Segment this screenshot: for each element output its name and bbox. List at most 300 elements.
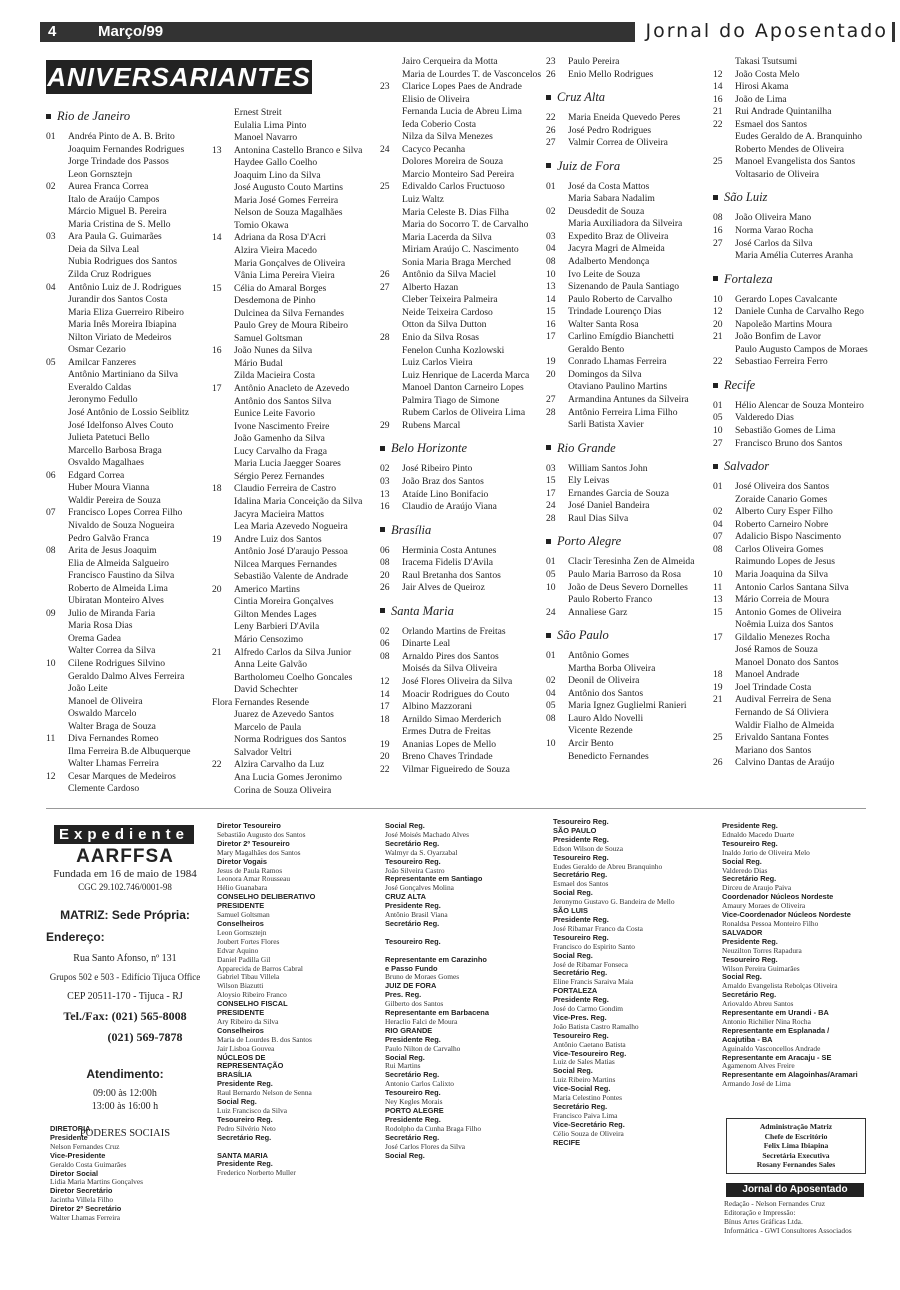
birthday-entry bbox=[212, 308, 380, 321]
birthday-name: Jairo Cerqueira da Motta bbox=[402, 56, 498, 67]
birthday-name: Marcello Barbosa Braga bbox=[68, 444, 162, 456]
birthday-day bbox=[713, 250, 735, 263]
birthday-name: Martha Borba Oliveira bbox=[568, 662, 656, 674]
birthday-name: Nilcea Marques Fernandes bbox=[234, 558, 337, 570]
birthday-entry bbox=[546, 556, 706, 569]
staff-name: Pedro Silvério Neto bbox=[217, 1123, 276, 1133]
birthday-name: Márcio Miguel B. Pereira bbox=[68, 206, 167, 218]
birthday-name: Joel Trindade Costa bbox=[735, 681, 812, 693]
birthday-day bbox=[546, 419, 568, 432]
birthday-entry bbox=[713, 720, 873, 733]
staff-role: Vice-Coordenador Núcleos Nordeste bbox=[722, 910, 851, 920]
birthday-name: Italo de Araújo Campos bbox=[68, 193, 160, 205]
staff-name: Eline Francis Saraiva Maia bbox=[553, 977, 634, 987]
birthday-name: Dinarte Leal bbox=[402, 638, 451, 650]
birthday-day bbox=[380, 56, 402, 69]
birthday-day: 15 bbox=[212, 282, 222, 294]
birthday-entry bbox=[380, 81, 545, 94]
birthday-day: 10 bbox=[713, 293, 723, 305]
birthday-name: Oswaldo Marcelo bbox=[68, 708, 137, 720]
birthday-day: 04 bbox=[46, 281, 56, 293]
birthday-name: Eulalia Lima Pinto bbox=[234, 119, 307, 131]
staff-role: CONSELHO FISCAL bbox=[217, 999, 288, 1009]
birthday-day: 03 bbox=[546, 230, 556, 242]
birthday-entry bbox=[46, 470, 208, 483]
staff-role: Secretário Reg. bbox=[553, 1102, 608, 1111]
birthday-name: Otton da Silva Dutton bbox=[402, 319, 487, 331]
birthday-name: Esmael dos Santos bbox=[735, 118, 807, 130]
birthday-name: Cintia Moreira Gonçalves bbox=[234, 596, 334, 608]
staff-column-2 bbox=[217, 822, 315, 1178]
birthday-entry bbox=[212, 458, 380, 471]
birthday-name: Lauro Aldo Novelli bbox=[568, 712, 644, 724]
birthday-name: Hirosi Akama bbox=[735, 81, 789, 93]
birthday-day: 08 bbox=[546, 712, 556, 724]
staff-role: JUIZ DE FORA bbox=[385, 981, 437, 991]
birthday-day bbox=[713, 644, 735, 657]
birthday-name: Rubem Carlos de Oliveira Lima bbox=[402, 407, 526, 419]
birthday-day bbox=[212, 734, 234, 747]
birthday-entry bbox=[212, 107, 380, 120]
birthday-name: Salvador Veltri bbox=[234, 746, 292, 758]
birthday-entry bbox=[212, 170, 380, 183]
staff-role: Diretor Vogais bbox=[217, 856, 267, 866]
birthday-name: Rubens Marcal bbox=[402, 419, 461, 431]
birthday-name: Marcio Monteiro Sad Pereira bbox=[402, 168, 515, 180]
staff-role: SÃO PAULO bbox=[553, 825, 597, 835]
birthday-entry bbox=[713, 519, 873, 532]
birthday-name: João de Lima bbox=[735, 93, 787, 105]
birthday-day bbox=[212, 107, 234, 120]
birthday-day: 15 bbox=[713, 606, 723, 618]
birthday-name: Maria do Socorro T. de Carvalho bbox=[402, 219, 529, 231]
birthday-entry bbox=[380, 382, 545, 395]
staff-role: Representante em Alagoinhas/Aramari bbox=[722, 1070, 858, 1080]
birthday-name: Enio da Silva Rosas bbox=[402, 332, 480, 344]
birthday-entry bbox=[212, 571, 380, 584]
birthday-day bbox=[380, 207, 402, 220]
staff-name: Walter Lhamas Ferreira bbox=[50, 1213, 120, 1223]
birthday-day bbox=[46, 344, 68, 357]
birthday-day: 22 bbox=[713, 356, 723, 368]
birthday-entry bbox=[546, 751, 706, 764]
birthday-entry bbox=[546, 206, 706, 219]
birthday-entry bbox=[546, 294, 706, 307]
birthday-entry bbox=[380, 169, 545, 182]
birthday-entry bbox=[46, 520, 208, 533]
birthday-entry bbox=[212, 621, 380, 634]
birthday-entry bbox=[713, 694, 873, 707]
birthday-day: 18 bbox=[212, 483, 222, 495]
birthday-entry bbox=[546, 713, 706, 726]
staff-role: RECIFE bbox=[553, 1137, 581, 1147]
birthday-entry bbox=[546, 675, 706, 688]
birthday-name: Alzira Carvalho da Luz bbox=[234, 759, 325, 771]
birthday-entry bbox=[380, 319, 545, 332]
birthday-day bbox=[212, 571, 234, 584]
birthday-name: Ieda Coberio Costa bbox=[402, 118, 477, 130]
birthday-entry bbox=[713, 531, 873, 544]
birthday-entry bbox=[546, 381, 706, 394]
birthday-entry bbox=[212, 609, 380, 622]
birthday-name: Sizenando de Paula Santiago bbox=[568, 281, 680, 293]
birthday-day: 27 bbox=[546, 137, 556, 149]
staff-role: DIRETORIA bbox=[50, 1124, 91, 1133]
birthday-entry bbox=[713, 344, 873, 357]
birthday-entry bbox=[212, 559, 380, 572]
birthday-name: Maria Ignez Guglielmi Ranieri bbox=[568, 700, 687, 712]
birthday-entry bbox=[546, 475, 706, 488]
birthday-name: Ernest Streit bbox=[234, 107, 282, 118]
birthday-entry bbox=[546, 56, 706, 69]
birthday-name: Anna Leite Galvão bbox=[234, 659, 307, 671]
banner-aniversariantes: ANIVERSARIANTES bbox=[47, 62, 311, 92]
birthday-entry bbox=[713, 569, 873, 582]
staff-name: Mary Magalhães dos Santos bbox=[217, 847, 301, 857]
birthday-name: João Braz dos Santos bbox=[402, 475, 484, 487]
birthday-entry bbox=[212, 471, 380, 484]
birthday-entry bbox=[212, 634, 380, 647]
birthday-name: Sebastiao Ferreira Ferro bbox=[735, 356, 828, 368]
birthday-day: 11 bbox=[46, 733, 56, 745]
birthday-entry bbox=[380, 689, 545, 702]
staff-role: Presidente Reg. bbox=[385, 1034, 441, 1044]
birthday-name: Iracema Fidelis D'Avila bbox=[402, 557, 494, 569]
birthday-day bbox=[212, 421, 234, 434]
birthday-name: Moacir Rodrigues do Couto bbox=[402, 688, 510, 700]
birthday-entry bbox=[546, 125, 706, 138]
birthday-day: 29 bbox=[380, 419, 390, 431]
birthday-name: Lea Maria Azevedo Nogueira bbox=[234, 521, 348, 533]
birthday-name: José Daniel Bandeira bbox=[568, 500, 650, 512]
staff-role: Tesoureiro Reg. bbox=[217, 1114, 273, 1124]
birthday-name: Marcelo de Paula bbox=[234, 721, 302, 733]
birthday-name: Antônio Ferreira Lima Filho bbox=[568, 406, 678, 418]
birthday-day bbox=[46, 319, 68, 332]
birthday-day: 10 bbox=[546, 737, 556, 749]
birthday-entry bbox=[212, 709, 380, 722]
staff-role: SÃO LUIS bbox=[553, 906, 588, 916]
birthday-day: 08 bbox=[713, 212, 723, 224]
staff-name: Ary Ribeiro da Silva bbox=[217, 1016, 279, 1026]
birthday-day bbox=[46, 394, 68, 407]
staff-role: Secretário Reg. bbox=[217, 1132, 272, 1142]
birthday-day: 28 bbox=[380, 332, 390, 344]
staff-role: Presidente Reg. bbox=[553, 914, 609, 924]
birthday-entry bbox=[546, 500, 706, 513]
birthday-name: Sonia Maria Braga Merched bbox=[402, 256, 511, 268]
birthday-entry bbox=[380, 557, 545, 570]
birthday-entry bbox=[713, 481, 873, 494]
birthday-name: Nilton Viriato de Medeiros bbox=[68, 331, 172, 343]
birthday-name: Vilmar Figueiredo de Souza bbox=[402, 763, 510, 775]
birthday-day: 05 bbox=[546, 568, 556, 580]
staff-role: Secretário Reg. bbox=[385, 918, 440, 928]
staff-role: Diretor Tesoureiro bbox=[217, 821, 281, 830]
birthday-name: Maria Auxiliadora da Silveira bbox=[568, 218, 683, 230]
staff-role: Presidente Reg. bbox=[553, 834, 609, 844]
birthday-name: Pedro Galvão Franca bbox=[68, 532, 149, 544]
birthday-name: Neide Teixeira Cardoso bbox=[402, 306, 493, 318]
birthday-name: Maria Sabara Nadalim bbox=[568, 193, 655, 205]
birthday-name: Eunice Leite Favorio bbox=[234, 408, 315, 420]
staff-name: Geraldo Costa Guimarães bbox=[50, 1159, 127, 1169]
birthday-name: Fenelon Cunha Kozlowski bbox=[402, 344, 505, 356]
staff-name: José do Carmo Gondim bbox=[553, 1004, 624, 1014]
birthday-entry bbox=[713, 607, 873, 620]
jornal-heading: Jornal do Aposentado bbox=[726, 1183, 864, 1197]
birthday-entry bbox=[713, 400, 873, 413]
birthday-day bbox=[380, 69, 402, 82]
birthday-day bbox=[212, 195, 234, 208]
birthday-entry bbox=[212, 408, 380, 421]
staff-name: Gabriel Tibau Villela bbox=[217, 972, 280, 982]
birthday-day bbox=[713, 720, 735, 733]
birthday-day bbox=[380, 407, 402, 420]
staff-name: Luiz Ribeiro Martins bbox=[553, 1075, 616, 1085]
birthday-name: Nilza da Silva Menezes bbox=[402, 131, 493, 143]
birthday-day bbox=[212, 621, 234, 634]
birthday-name: Walter Santa Rosa bbox=[568, 318, 639, 330]
birthday-entry bbox=[380, 181, 545, 194]
birthday-day: 22 bbox=[212, 759, 222, 771]
birthday-entry bbox=[380, 257, 545, 270]
birthday-day: 14 bbox=[380, 688, 390, 700]
city-name: Cruz Alta bbox=[557, 90, 606, 105]
staff-role: Secretário Reg. bbox=[553, 870, 608, 880]
birthday-day: 23 bbox=[380, 81, 390, 93]
staff-name: Antonio Richilier Nina Rocha bbox=[722, 1016, 811, 1026]
birthday-day bbox=[212, 220, 234, 233]
birthday-entry bbox=[46, 620, 208, 633]
birthday-entry bbox=[380, 489, 545, 502]
staff-role: Diretor Social bbox=[50, 1168, 99, 1178]
birthday-day: 12 bbox=[713, 68, 723, 80]
birthday-entry bbox=[546, 738, 706, 751]
birthday-day: 25 bbox=[713, 732, 723, 744]
birthday-day bbox=[212, 785, 234, 798]
birthday-day bbox=[380, 219, 402, 232]
staff-name: Dirceu de Araujo Paiva bbox=[722, 883, 792, 893]
birthday-name: Ely Leivas bbox=[568, 475, 610, 487]
birthday-name: Palmira Tiago de Simone bbox=[402, 394, 500, 406]
birthday-entry bbox=[380, 156, 545, 169]
birthday-name: Elisio de Oliveira bbox=[402, 93, 470, 105]
birthday-day: 18 bbox=[713, 669, 723, 681]
birthday-day bbox=[46, 256, 68, 269]
birthday-day: 28 bbox=[546, 512, 556, 524]
birthday-day: 21 bbox=[713, 694, 723, 706]
birthday-day: 02 bbox=[546, 205, 556, 217]
city-name: Fortaleza bbox=[724, 271, 773, 286]
birthday-name: Arnaldo Pires dos Santos bbox=[402, 650, 499, 662]
staff-name: Armando José de Lima bbox=[722, 1079, 791, 1089]
birthday-entry bbox=[380, 651, 545, 664]
birthday-entry bbox=[380, 56, 545, 69]
birthday-name: Jacyra Macieira Mattos bbox=[234, 508, 325, 520]
birthday-day bbox=[212, 358, 234, 371]
birthday-entry bbox=[380, 501, 545, 514]
birthday-name: Nelson de Souza Magalhães bbox=[234, 207, 343, 219]
city-heading bbox=[546, 90, 706, 104]
birthday-entry bbox=[46, 206, 208, 219]
birthday-name: Ana Lucia Gomes Jeronimo bbox=[234, 771, 342, 783]
birthday-day bbox=[212, 722, 234, 735]
birthday-name: Julieta Patetuci Bello bbox=[68, 432, 150, 444]
birthday-day: 03 bbox=[546, 462, 556, 474]
birthday-entry bbox=[380, 463, 545, 476]
birthday-day: 02 bbox=[46, 181, 56, 193]
birthday-name: Corina de Souza Oliveira bbox=[234, 784, 332, 796]
birthday-name: Tomio Okawa bbox=[234, 219, 289, 231]
birthday-day bbox=[380, 94, 402, 107]
staff-role: Conselheiros bbox=[217, 1025, 264, 1035]
birthday-name: Breno Chaves Trindade bbox=[402, 751, 493, 763]
birthday-name: Cacyco Pecanha bbox=[402, 143, 466, 155]
birthday-name: Napoleão Martins Moura bbox=[735, 318, 832, 330]
birthday-name: Antônio dos Santos Silva bbox=[234, 395, 332, 407]
birthday-entry bbox=[546, 394, 706, 407]
birthday-day: 05 bbox=[546, 700, 556, 712]
birthday-name: José Ramos de Souza bbox=[735, 644, 818, 656]
birthday-day bbox=[46, 633, 68, 646]
birthday-name: Manoel Danton Carneiro Lopes bbox=[402, 382, 524, 394]
birthday-name: Maria de Lourdes T. de Vasconcelos bbox=[402, 68, 542, 80]
birthday-day bbox=[380, 319, 402, 332]
birthday-entry bbox=[46, 633, 208, 646]
journal-title: Jornal do Aposentado bbox=[635, 20, 892, 42]
birthday-name: José Carlos da Silva bbox=[735, 237, 813, 249]
birthday-entry bbox=[212, 182, 380, 195]
birthday-day bbox=[212, 659, 234, 672]
birthday-name: Desdemona de Pinho bbox=[234, 295, 316, 307]
birthday-name: Walter Lhamas Ferreira bbox=[68, 758, 159, 770]
birthday-entry bbox=[46, 407, 208, 420]
birthday-entry bbox=[546, 218, 706, 231]
birthday-day bbox=[212, 672, 234, 685]
birthday-name: Paulo Grey de Moura Ribeiro bbox=[234, 320, 349, 332]
birthday-name: Sebastião Gomes de Lima bbox=[735, 425, 836, 437]
birthday-name: Adalicio Bispo Nascimento bbox=[735, 531, 842, 543]
admin-box bbox=[726, 1118, 866, 1174]
birthday-entry bbox=[46, 683, 208, 696]
birthday-day bbox=[212, 182, 234, 195]
bullet-icon bbox=[713, 464, 718, 469]
staff-column-5 bbox=[722, 822, 858, 1089]
birthday-entry bbox=[212, 370, 380, 383]
birthday-name: Paulo Maria Barroso da Rosa bbox=[568, 568, 681, 580]
birthday-entry bbox=[212, 483, 380, 496]
birthday-entry bbox=[212, 747, 380, 760]
birthday-day bbox=[46, 520, 68, 533]
cgc-number: CGC 29.102.746/0001-98 bbox=[78, 882, 172, 892]
birthday-day: 16 bbox=[212, 345, 222, 357]
birthday-name: Dulcinea da Silva Fernandes bbox=[234, 307, 345, 319]
birthday-column-4 bbox=[546, 56, 706, 763]
staff-name: Walmyr da S. Oyarzabal bbox=[385, 847, 458, 857]
birthday-name: Arita de Jesus Joaquim bbox=[68, 545, 157, 557]
page-number: 4 bbox=[48, 23, 57, 40]
atendimento-label: Atendimento: bbox=[86, 1067, 164, 1081]
birthday-day bbox=[212, 396, 234, 409]
birthday-day: 21 bbox=[713, 106, 723, 118]
staff-name: Leonora Amar Rousseau bbox=[217, 874, 291, 884]
birthday-entry bbox=[546, 650, 706, 663]
birthday-name: Gildalio Menezes Rocha bbox=[735, 631, 830, 643]
birthday-name: Enio Mello Rodrigues bbox=[568, 68, 654, 80]
birthday-day: 26 bbox=[546, 68, 556, 80]
staff-role: Social Reg. bbox=[385, 1052, 425, 1062]
birthday-day: 13 bbox=[212, 144, 222, 156]
staff-role: Diretor 2º Tesoureiro bbox=[217, 838, 290, 848]
birthday-name: Haydee Gallo Coelho bbox=[234, 157, 318, 169]
staff-role: SALVADOR bbox=[722, 927, 763, 937]
birthday-entry bbox=[212, 772, 380, 785]
staff-name: Frederico Norberto Muller bbox=[217, 1168, 296, 1178]
birthday-name: Arnildo Simao Merderich bbox=[402, 713, 502, 725]
staff-name: Luiz de Sales Matias bbox=[553, 1057, 615, 1067]
poderes-sociais: PODERES SOCIAIS bbox=[79, 1128, 171, 1139]
birthday-name: Cleber Teixeira Palmeira bbox=[402, 294, 498, 306]
birthday-entry bbox=[46, 432, 208, 445]
birthday-entry bbox=[46, 231, 208, 244]
city-name: Rio de Janeiro bbox=[57, 109, 131, 123]
staff-name: Gilberto dos Santos bbox=[385, 999, 444, 1009]
birthday-name: João de Deus Severo Dornelles bbox=[568, 581, 688, 593]
birthday-day bbox=[212, 609, 234, 622]
staff-name: Edvar Aquino bbox=[217, 945, 259, 955]
staff-name: João Silveira Castro bbox=[385, 865, 445, 875]
staff-name: Edson Wilson de Souza bbox=[553, 843, 623, 853]
birthday-day bbox=[212, 559, 234, 572]
birthday-entry bbox=[546, 607, 706, 620]
birthday-entry bbox=[212, 496, 380, 509]
birthday-entry bbox=[713, 106, 873, 119]
birthday-day: 14 bbox=[546, 293, 556, 305]
city-heading bbox=[46, 109, 208, 123]
birthday-day bbox=[46, 144, 68, 157]
birthday-day: 13 bbox=[546, 281, 556, 293]
birthday-name: Calvino Dantas de Araújo bbox=[735, 757, 835, 769]
birthday-entry bbox=[380, 395, 545, 408]
birthday-day bbox=[212, 333, 234, 346]
staff-role: Representante em Santiago bbox=[385, 874, 483, 884]
birthday-entry bbox=[713, 556, 873, 569]
birthday-day: 19 bbox=[380, 738, 390, 750]
staff-name: Samuel Goltsman bbox=[217, 910, 270, 920]
birthday-day: 25 bbox=[713, 156, 723, 168]
birthday-day: 20 bbox=[380, 569, 390, 581]
birthday-name: Deusdedit de Souza bbox=[568, 205, 645, 217]
birthday-entry bbox=[212, 220, 380, 233]
birthday-day bbox=[380, 232, 402, 245]
birthday-entry bbox=[380, 357, 545, 370]
birthday-entry bbox=[380, 131, 545, 144]
staff-name: Paulo Nilton de Carvalho bbox=[385, 1043, 461, 1053]
birthday-name: Geraldo Dalmo Alves Ferreira bbox=[68, 670, 185, 682]
birthday-entry bbox=[212, 295, 380, 308]
birthday-day: 19 bbox=[212, 533, 222, 545]
birthday-entry bbox=[212, 345, 380, 358]
birthday-entry bbox=[380, 739, 545, 752]
bullet-icon bbox=[713, 195, 718, 200]
birthday-entry bbox=[713, 225, 873, 238]
birthday-day: 21 bbox=[212, 646, 222, 658]
staff-name: Eudes Geraldo de Abreu Branquinho bbox=[553, 861, 663, 871]
birthday-day: 19 bbox=[546, 356, 556, 368]
birthday-name: Antônio Martiniano da Silva bbox=[68, 369, 179, 381]
birthday-entry bbox=[713, 745, 873, 758]
